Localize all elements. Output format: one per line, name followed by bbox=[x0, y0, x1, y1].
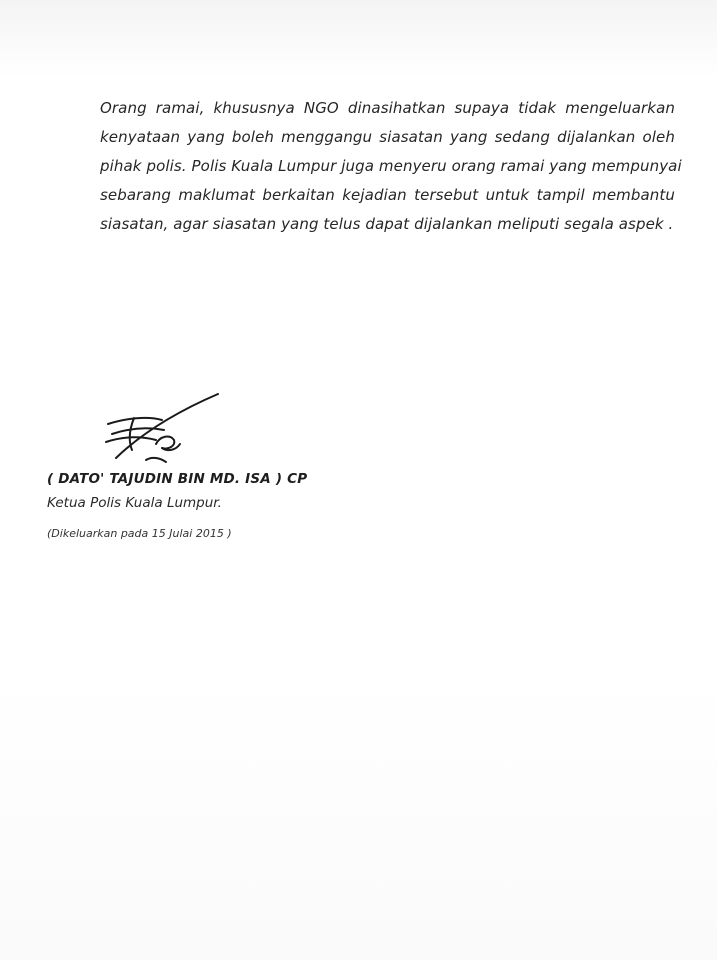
signature-icon bbox=[96, 384, 226, 470]
paragraph-line: kenyataan yang boleh menggangu siasatan yang sedang dijalankan oleh bbox=[100, 128, 675, 146]
paragraph-line: siasatan, agar siasatan yang telus dapat dijalankan meliputi segala aspek . bbox=[100, 215, 674, 233]
issued-date: (Dikeluarkan pada 15 Julai 2015 ) bbox=[47, 527, 232, 540]
paragraph-line: pihak polis. Polis Kuala Lumpur juga menyeru orang ramai yang mempunyai bbox=[100, 157, 682, 175]
paragraph-line: Orang ramai, khususnya NGO dinasihatkan supaya tidak mengeluarkan bbox=[100, 99, 675, 117]
signatory-name: ( DATO' TAJUDIN BIN MD. ISA ) CP bbox=[47, 471, 308, 487]
statement-paragraph bbox=[100, 94, 682, 239]
signatory-title: Ketua Polis Kuala Lumpur. bbox=[47, 495, 222, 511]
paragraph-line: sebarang maklumat berkaitan kejadian tersebut untuk tampil membantu bbox=[100, 186, 675, 204]
